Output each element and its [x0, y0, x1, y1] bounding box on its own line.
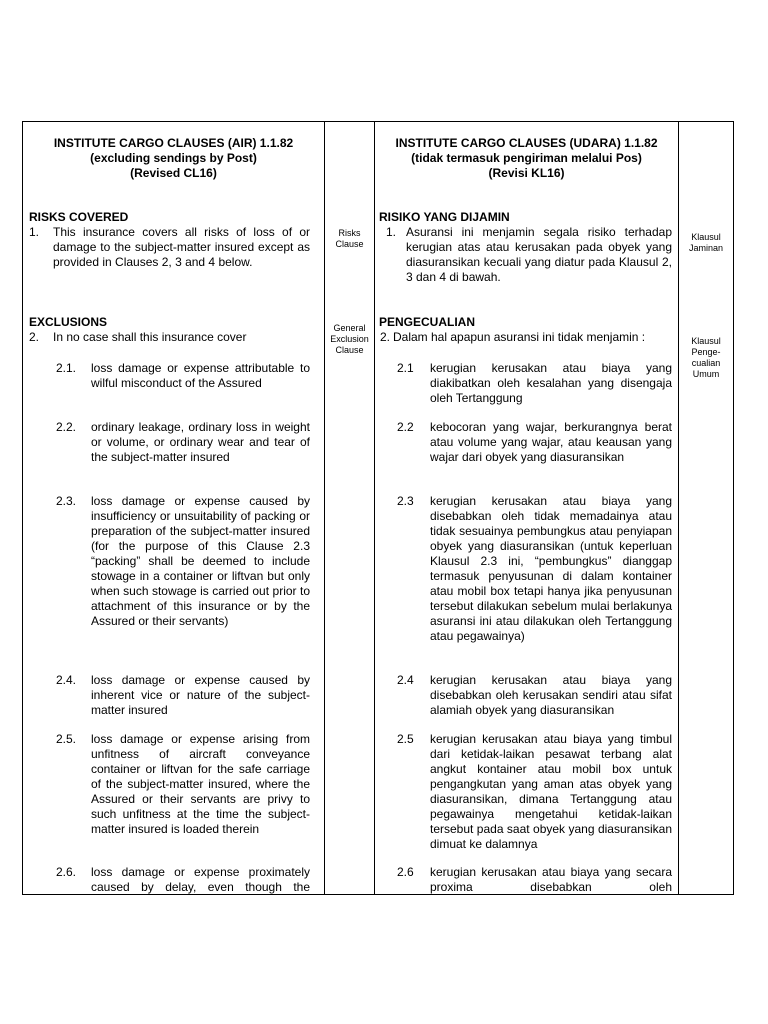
pengecualian-item-text: kerugian kerusakan atau biaya yang disebabkan oleh kerusakan sendiri atau sifat alamiah obyek yang diasuransikan [430, 673, 672, 717]
pengecualian-item-text: kerugian kerusakan atau biaya yang disebabkan oleh tidak memadainya atau tidak sesuainya pembungkus atau penyiapan obyek yang diasuransikan (untuk keperluan Klausul 2.3 ini, “pembungkus” dianggap termasuk penyusunan di dalam kontainer atau mobil box tetapi hanya jika penyusunan tersebut dilakukan sebelum mulai berlakunya asuransi ini atau dilakukan oleh Tertanggung atau pegawainya) [430, 494, 672, 643]
item-number: 2.3. [56, 494, 77, 508]
pengecualian-heading: PENGECUALIAN [379, 315, 476, 329]
exclusion-item-text: loss damage or expense arising from unfitness of aircraft conveyance container or liftvan for the safe carriage of the subject-matter insured, where the Assured or their servants are privy to such unfitness at the time the subject-matter insured is loaded therein [91, 732, 310, 836]
item-number: 2.5. [56, 732, 77, 746]
exclusions-heading: EXCLUSIONS [29, 315, 108, 329]
risiko-heading: RISIKO YANG DIJAMIN [379, 210, 510, 224]
exclusion-item-text: loss damage or expense caused by inherent vice or nature of the subject-matter insured [91, 673, 310, 717]
clause-number: 2. [29, 330, 40, 344]
clauses-table [22, 121, 734, 895]
exclusion-item-text: ordinary leakage, ordinary loss in weight or volume, or ordinary wear and tear of the subject-matter insured [91, 420, 310, 464]
pengecualian-item-text: kerugian kerusakan atau biaya yang secara proxima disebabkan oleh [430, 865, 672, 894]
exclusion-item-text: loss damage or expense attributable to wilful misconduct of the Assured [91, 361, 310, 390]
clause-number: 1. [386, 225, 397, 239]
item-number: 2.2. [56, 420, 77, 434]
item-number: 2.3 [397, 494, 414, 508]
klausul-pengecualian-label: Klausul Penge- cualian Umum [691, 336, 721, 379]
clause-number: 1. [29, 225, 40, 239]
item-number: 2.1. [56, 361, 77, 375]
pengecualian-item-text: kebocoran yang wajar, berkurangnya berat atau volume yang wajar, atau keausan yang wajar dari obyek yang diasuransikan [430, 420, 672, 464]
exclusion-item-text: loss damage or expense proximately caused by delay, even though the [91, 865, 310, 894]
pengecualian-text: Dalam hal apapun asuransi ini tidak menjamin : [393, 330, 646, 344]
item-number: 2.1 [397, 361, 414, 375]
clause-number: 2. [380, 330, 391, 344]
klausul-jaminan-label: Klausul Jaminan [688, 232, 724, 253]
general-exclusion-label: General Exclusion Clause [330, 323, 369, 355]
english-title: INSTITUTE CARGO CLAUSES (AIR) 1.1.82 (excluding sendings by Post) (Revised CL16) [53, 136, 294, 180]
item-number: 2.6. [56, 865, 77, 879]
exclusions-text: In no case shall this insurance cover [53, 330, 247, 344]
column-divider [374, 122, 375, 894]
item-number: 2.2 [397, 420, 414, 434]
pengecualian-item-text: kerugian kerusakan atau biaya yang diakibatkan oleh kesalahan yang disengaja oleh Tertanggung [430, 361, 672, 405]
risiko-text: Asuransi ini menjamin segala risiko terhadap kerugian atas atau kerusakan pada obyek yang diasuransikan kecuali yang diatur pada Klausul 2, 3 dan 4 di bawah. [406, 225, 672, 284]
item-number: 2.4. [56, 673, 77, 687]
item-number: 2.4 [397, 673, 414, 687]
exclusion-item-text: loss damage or expense caused by insufficiency or unsuitability of packing or preparation of the subject-matter insured (for the purpose of this Clause 2.3 “packing” shall be deemed to include stowage in a container or liftvan but only when such stowage is carried out prior to attachment of this insurance or by the Assured or their servants) [91, 494, 310, 628]
pengecualian-item-text: kerugian kerusakan atau biaya yang timbul dari ketidak-laikan pesawat terbang alat angkut kontainer atau mobil box untuk pengangkutan yang aman atas obyek yang diasuransikan, dimana Tertanggung atau pegawainya mengetahui ketidak-laikan tersebut pada saat obyek yang diasuransikan dimuat ke dalamnya [430, 732, 672, 851]
item-number: 2.5 [397, 732, 414, 746]
risks-covered-heading: RISKS COVERED [29, 210, 129, 224]
risks-covered-text: This insurance covers all risks of loss of or damage to the subject-matter insured except as provided in Clauses 2, 3 and 4 below. [53, 225, 310, 269]
risks-clause-label: Risks Clause [335, 228, 364, 249]
item-number: 2.6 [397, 865, 414, 879]
indonesian-title: INSTITUTE CARGO CLAUSES (UDARA) 1.1.82 (tidak termasuk pengiriman melalui Pos) (Revisi KL16) [395, 136, 658, 180]
